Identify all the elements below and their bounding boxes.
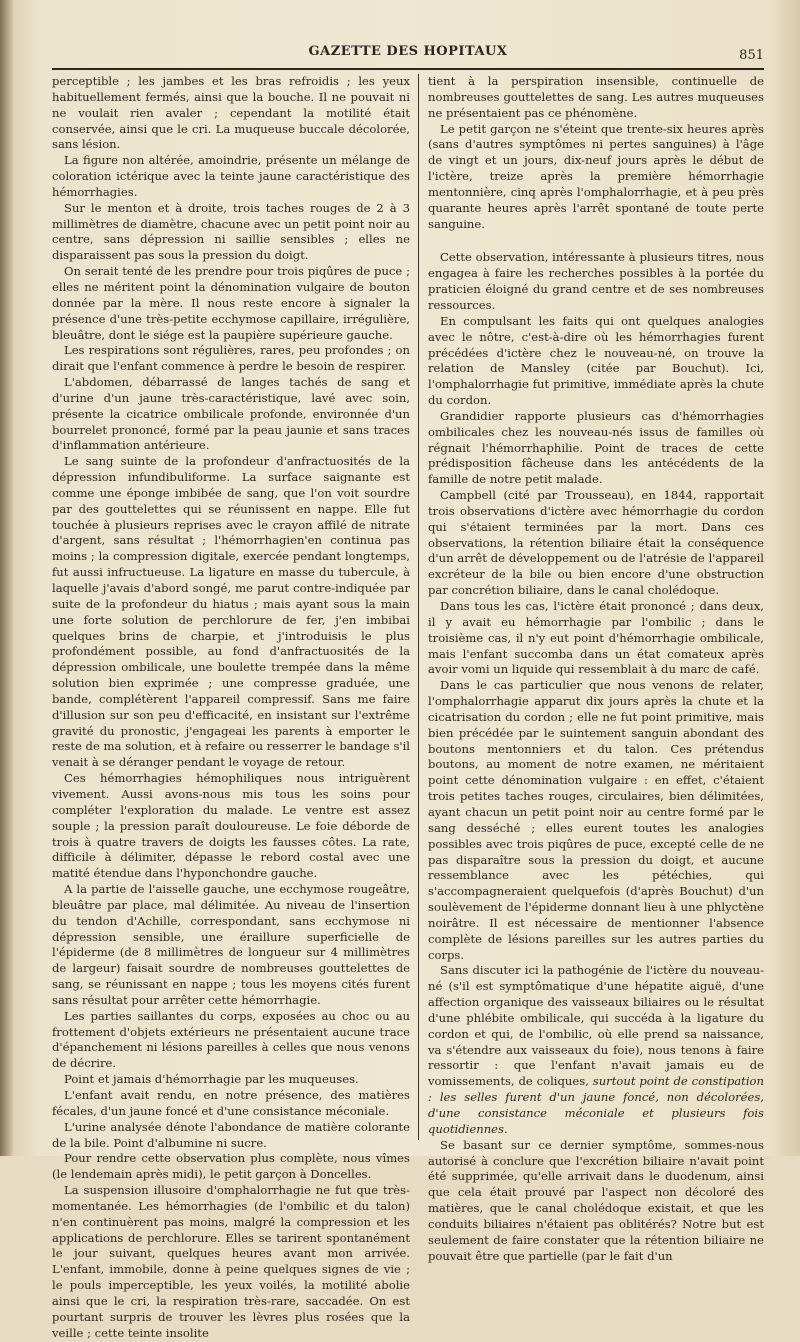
paragraph: Les parties saillantes du corps, exposées au choc ou au frottement d'objets extérieurs ne présentaient aucune trace d'épanchement ni lésions pareilles à celles que nous venons de décrire.: [52, 1008, 410, 1071]
binding-shadow: [0, 0, 14, 1156]
paragraph: Ces hémorrhagies hémophiliques nous intriguèrent vivement. Aussi avons-nous mis tous les soins pour compléter l'exploration du malade. Le ventre est assez souple ; la pression paraît douloureuse. Le foie déborde de trois à quatre travers de doigts les fausses côtes. La rate, difficile à délimiter, dépasse le rebord costal avec une matité étendue dans l'hyponchondre gauche.: [52, 771, 410, 881]
paragraph: Se basant sur ce dernier symptôme, sommes-nous autorisé à conclure que l'excrétion biliaire n'avait point été supprimée, qu'elle arrivait dans le duodenum, ainsi que cela était prouvé par l'aspect non décoloré des matières, que le canal cholédoque existait, et que les conduits biliaires n'étaient pas oblitérés? Notre but est seulement de faire constater que la rétention biliaire ne pouvait être que partielle (par le fait d'un: [428, 1137, 764, 1263]
right-column: [428, 74, 764, 1263]
paragraph: Le sang suinte de la profondeur d'anfractuosités de la dépression infundibuliforme. La surface saignante est comme une éponge imbibée de sang, que l'on voit sourdre par des gouttelettes qui se réunissent en nappe. Elle fut touchée à plusieurs reprises avec le crayon affilé de nitrate d'argent, sans résultat ; l'hémorrhagien'en continua pas moins ; la compression digitale, exercée pendant longtemps, fut aussi infructueuse. La ligature en masse du tubercule, à laquelle j'avais d'abord songé, me parut contre-indiquée par suite de la profondeur du hiatus ; mais ayant sous la main une forte solution de perchlorure de fer, j'en imbibai quelques brins de charpie, et j'introduisis le plus profondément possible, au fond d'anfractuosités de la dépression ombilicale, une boulette trempée dans la même solution bien exprimée ; une compresse graduée, une bande, complétèrent l'appareil compressif. Sans me faire d'illusion sur son peu d'efficacité, en insistant sur l'extrême gravité du pronostic, j'engageai les parents à emporter le reste de ma solution, et à refaire ou resserrer le bandage s'il venait à se déranger pendant le voyage de retour.: [52, 454, 410, 770]
page-number: 851: [739, 48, 764, 63]
paragraph: On serait tenté de les prendre pour trois piqûres de puce ; elles ne méritent point la dénomination vulgaire de bouton donnée par la mère. Il nous reste encore à signaler la présence d'une très-petite ecchymose capillaire, irrégulière, bleuâtre, dont le siége est la paupière supérieure gauche.: [52, 264, 410, 342]
paragraph: Campbell (cité par Trousseau), en 1844, rapportait trois observations d'ictère avec hémorrhagie du cordon qui s'étaient terminées par la mort. Dans ces observations, la rétention biliaire était la conséquence d'un arrêt de développement ou de l'atrésie de l'appareil excréteur de la bile ou bien encore d'une obstruction par concrétion biliaire, dans le canal cholédoque.: [428, 488, 764, 598]
paragraph: L'abdomen, débarrassé de langes tachés de sang et d'urine d'un jaune très-caractéristique, lavé avec soin, présente la cicatrice ombilicale profonde, environnée d'un bourrelet prononcé, formé par la peau jaunie et sans traces d'inflammation antérieure.: [52, 375, 410, 453]
paragraph: Le petit garçon ne s'éteint que trente-six heures après (sans d'autres symptômes ni pertes sanguines) à l'âge de vingt et un jours, dix-neuf jours après le début de l'ictère, treize après la première hémorrhagie mentonnière, cinq après l'omphalorrhagie, et à peu près quarante heures après l'arrêt spontané de toute perte sanguine.: [428, 121, 764, 231]
paragraph: Pour rendre cette observation plus complète, nous vîmes (le lendemain après midi), le petit garçon à Doncelles.: [52, 1151, 410, 1182]
paragraph: Cette observation, intéressante à plusieurs titres, nous engagea à faire les recherches possibles à la portée du praticien éloigné du grand centre et de ses nombreuses ressources.: [428, 250, 764, 312]
left-column: [52, 74, 410, 1340]
paragraph: Point et jamais d'hémorrhagie par les muqueuses.: [64, 1072, 359, 1087]
column-divider: [418, 74, 419, 1140]
paragraph: Dans tous les cas, l'ictère était prononcé ; dans deux, il y avait eu hémorrhagie par l'ombilic ; dans le troisième cas, il n'y eut point d'hémorrhagie ombilicale, mais l'enfant succomba dans un état comateux après avoir vomi un liquide qui ressemblait à du marc de café.: [428, 599, 764, 677]
paragraph-text: Sans discuter ici la pathogénie de l'ictère du nouveau-né (s'il est symptômatique d'une hépatite aiguë, d'une affection organique des vaisseaux biliaires ou le résultat d'une phlébite ombilicale, qui succéda à la ligature du cordon et qui, de l'ombilic, où elle prend sa naissance, va s'étendre aux vaisseaux du foie), nous tenons à faire ressortir : que l'enfant n'avait jamais eu de vomissements, de coliques,: [428, 963, 764, 1089]
italic-emphasis: surtout point de constipation : les selles furent d'un jaune foncé, non décolorées, d'une consistance méconiale et plusieurs fois quotidiennes.: [428, 1074, 764, 1136]
paragraph: Grandidier rapporte plusieurs cas d'hémorrhagies ombilicales chez les nouveau-nés issus de familles où régnait l'hémorrhaphilie. Point de traces de cette prédisposition fâcheuse dans les antécédents de la famille de notre petit malade.: [428, 408, 764, 487]
header-rule: [52, 68, 764, 70]
paragraph: En compulsant les faits qui ont quelques analogies avec le nôtre, c'est-à-dire où les hémorrhagies furent précédées d'ictère chez le nouveau-né, on trouve la relation de Mansley (citée par Bouchut). Ici, l'omphalorrhagie fut primitive, immédiate après la chute du cordon.: [428, 313, 764, 408]
paragraph: L'urine analysée dénote l'abondance de matière colorante de la bile. Point d'albumine ni sucre.: [52, 1119, 410, 1150]
publication-title: GAZETTE DES HOPITAUX: [308, 44, 508, 59]
paragraph: Dans le cas particulier que nous venons de relater, l'omphalorrhagie apparut dix jours après la chute et la cicatrisation du cordon ; elle ne fut point primitive, mais bien précédée par le suintement sanguin abondant des boutons mentonniers et du talon. Ces prétendus boutons, au moment de notre examen, ne méritaient point cette dénomination vulgaire : en effet, c'étaient trois petites taches rouges, circulaires, bien délimitées, ayant chacun un petit point noir au centre formé par le sang desséché ; elles eurent toutes les analogies possibles avec trois piqûres de puce, excepté celle de ne pas disparaître sous la pression du doigt, et aucune ressemblance avec les pétéchies, qui s'accompagneraient quelquefois (d'après Bouchut) d'un soulèvement de l'épiderme donnant lieu à une phlyctène noirâtre. Il est nécessaire de mentionner l'absence complète de lésions pareilles sur les autres parties du corps.: [428, 678, 764, 962]
paragraph: La suspension illusoire d'omphalorrhagie ne fut que très-momentanée. Les hémorrhagies (de l'ombilic et du talon) n'en continuèrent pas moins, malgré la compression et les applications de perchlorure. Elles se tarirent spontanément le jour suivant, quelques heures avant mon arrivée. L'enfant, immobile, donne à peine quelques signes de vie ; le pouls imperceptible, les yeux voilés, la motilité abolie ainsi que le cri, la respiration très-rare, saccadée. On est pourtant surpris de trouver les lèvres plus rosées que la veille ; cette teinte insolite: [52, 1183, 410, 1340]
paragraph: La figure non altérée, amoindrie, présente un mélange de coloration ictérique avec la teinte jaune caractéristique des hémorrhagies.: [52, 153, 410, 199]
paragraph: [428, 963, 764, 1137]
paragraph: perceptible ; les jambes et les bras refroidis ; les yeux habituellement fermés, ainsi que la bouche. Il ne pouvait ni ne voulait rien avaler ; cependant la motilité était conservée, ainsi que le cri. La muqueuse buccale décolorée, sans lésion.: [52, 74, 410, 152]
paragraph: A la partie de l'aisselle gauche, une ecchymose rougeâtre, bleuâtre par place, mal délimitée. Au niveau de l'insertion du tendon d'Achille, correspondant, sans ecchymose ni dépression sensible, une éraillure superficielle de l'épiderme (de 8 millimètres de longueur sur 4 millimètres de largeur) faisait sourdre de nombreuses gouttelettes de sang, se réunissant en nappe ; tous les moyens cités furent sans résultat pour arrêter cette hémorrhagie.: [52, 882, 410, 1007]
paragraph: Les respirations sont régulières, rares, peu profondes ; on dirait que l'enfant commence à perdre le besoin de respirer.: [52, 343, 410, 374]
paragraph: L'enfant avait rendu, en notre présence, des matières fécales, d'un jaune foncé et d'une consistance méconiale.: [52, 1088, 410, 1118]
section-gap: [428, 232, 764, 250]
page-header: [52, 44, 764, 68]
paragraph: tient à la perspiration insensible, continuelle de nombreuses gouttelettes de sang. Les autres muqueuses ne présentaient pas ce phénomène.: [428, 74, 764, 120]
paragraph: Sur le menton et à droite, trois taches rouges de 2 à 3 millimètres de diamètre, chacune avec un petit point noir au centre, sans dépression ni saillie sensibles ; elles ne disparaissent pas sous la pression du doigt.: [52, 200, 410, 263]
